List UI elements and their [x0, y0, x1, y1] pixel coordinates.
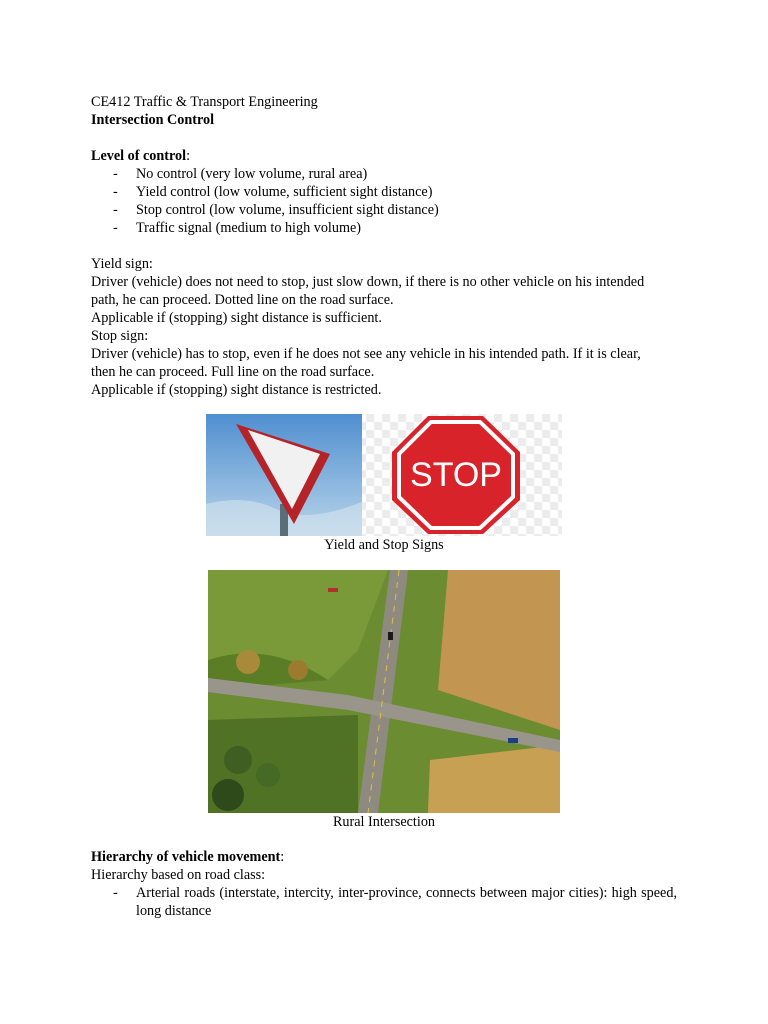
level-of-control-list [91, 165, 677, 237]
hierarchy-section [91, 848, 677, 920]
list-item [91, 201, 677, 219]
colon: : [280, 849, 285, 865]
stop-sign-text: STOP [410, 456, 502, 494]
list-item [91, 183, 677, 201]
stop-desc-line2: then he can proceed. Full line on the road surface. [91, 364, 375, 380]
figure2-caption: Rural Intersection [332, 814, 436, 830]
list-item-text: Yield control (low volume, sufficient sight distance) [136, 184, 433, 200]
stop-sign-graphic [362, 414, 562, 536]
hierarchy-heading [91, 848, 677, 866]
list-item [91, 165, 677, 183]
list-item [91, 884, 677, 920]
yield-stop-image [206, 414, 562, 536]
stop-applicable: Applicable if (stopping) sight distance is restricted. [91, 382, 382, 398]
dash-bullet: - [113, 220, 118, 236]
document-body [91, 93, 677, 399]
hierarchy-label: Hierarchy of vehicle movement [91, 849, 281, 865]
list-item-text: No control (very low volume, rural area) [136, 166, 368, 182]
list-item [91, 219, 677, 237]
dash-bullet: - [113, 184, 118, 200]
figure1-caption: Yield and Stop Signs [324, 537, 444, 553]
list-item-text: Arterial roads (interstate, intercity, inter-province, connects between major cities): high speed, long distance [136, 885, 677, 919]
yield-sign-photo [206, 414, 362, 536]
list-item-text: Traffic signal (medium to high volume) [136, 220, 362, 236]
stop-desc-line1: Driver (vehicle) has to stop, even if he does not see any vehicle in his intended path. If it is clear, [91, 346, 641, 362]
dash-bullet: - [113, 885, 118, 901]
hierarchy-subheading: Hierarchy based on road class: [91, 867, 266, 883]
stop-sign-label: Stop sign: [91, 328, 149, 344]
rural-intersection-image [208, 570, 560, 813]
colon: : [186, 148, 191, 164]
course-title: CE412 Traffic & Transport Engineering [91, 94, 318, 110]
dash-bullet: - [113, 202, 118, 218]
yield-stop-figure [206, 414, 562, 536]
yield-applicable: Applicable if (stopping) sight distance is sufficient. [91, 310, 382, 326]
level-of-control-label: Level of control [91, 148, 187, 164]
list-item-text: Stop control (low volume, insufficient sight distance) [136, 202, 439, 218]
rural-intersection-figure [208, 570, 560, 813]
section-title: Intersection Control [91, 112, 215, 128]
level-of-control-heading [91, 147, 677, 165]
yield-desc-line1: Driver (vehicle) does not need to stop, just slow down, if there is no other vehicle on his intended [91, 274, 645, 290]
yield-desc-line2: path, he can proceed. Dotted line on the road surface. [91, 292, 394, 308]
yield-sign-label: Yield sign: [91, 256, 153, 272]
dash-bullet: - [113, 166, 118, 182]
